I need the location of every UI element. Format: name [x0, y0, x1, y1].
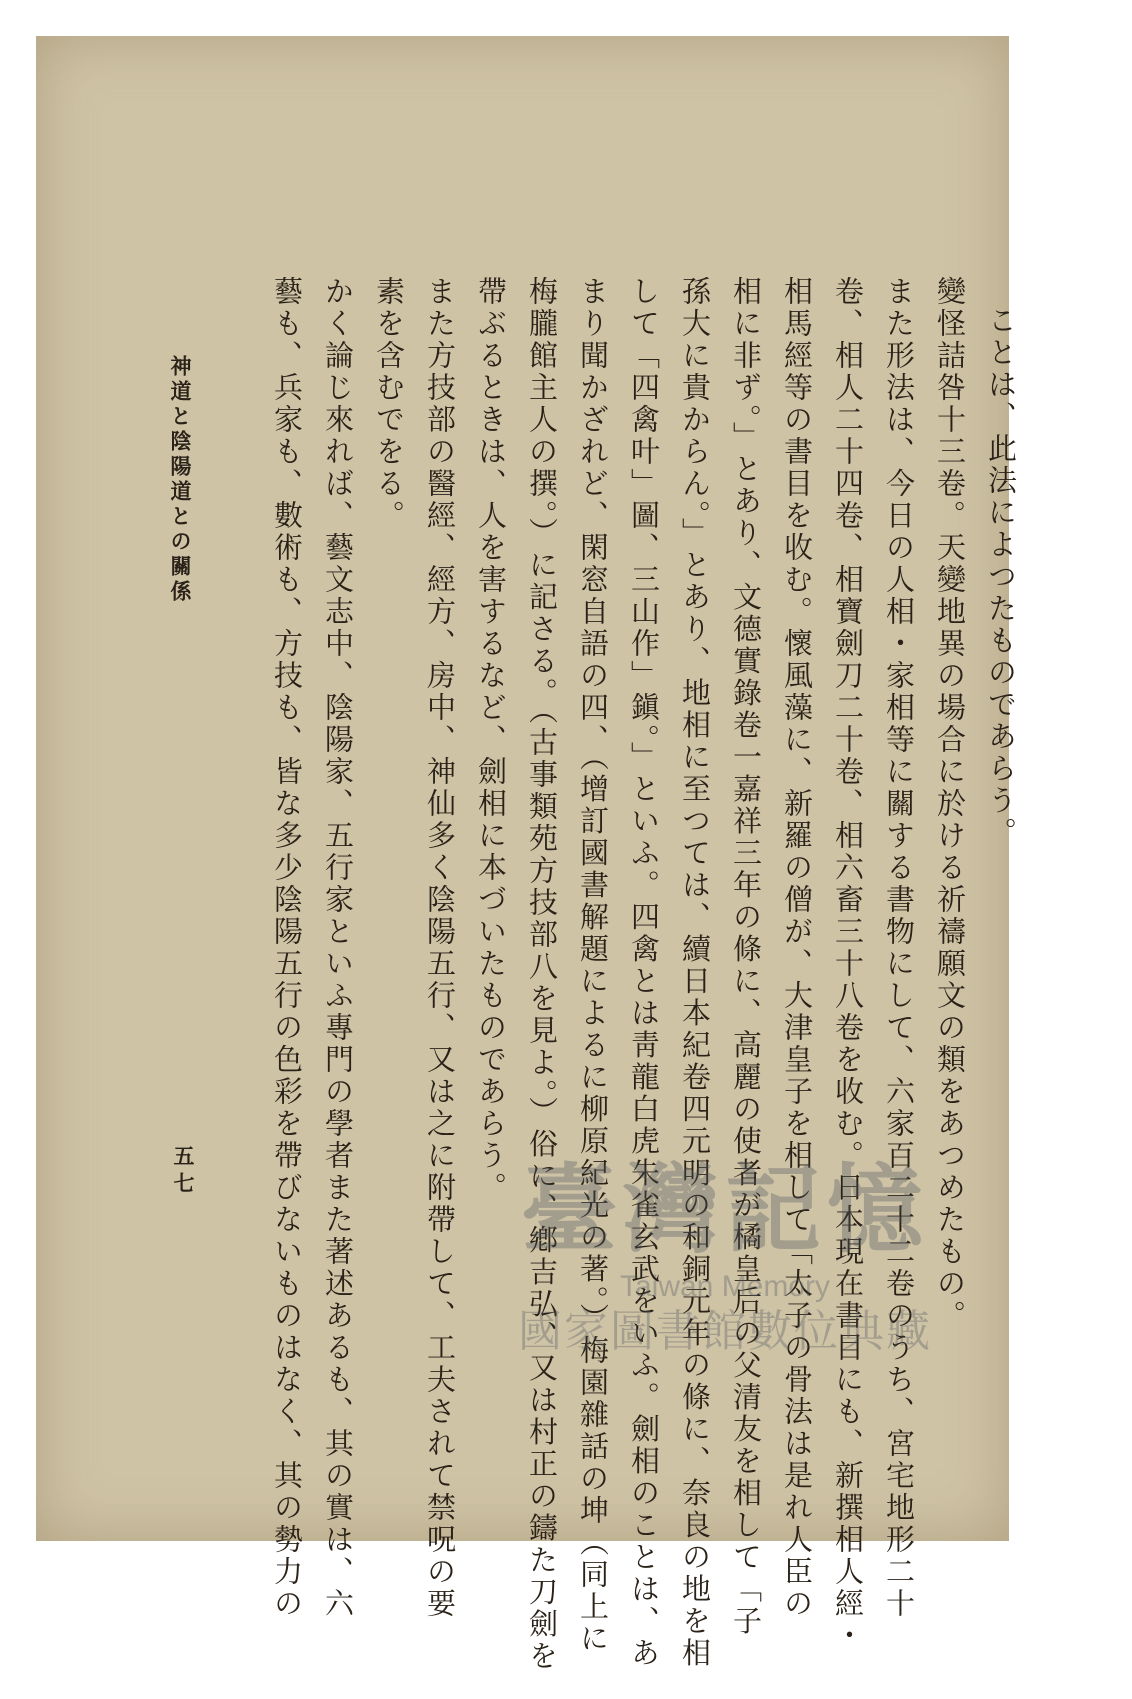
text-line: 帶ぶるときは、人を害するなど、劍相に本づいたものであらう。: [474, 276, 508, 1204]
text-line: 素を含むでをる。: [372, 276, 406, 532]
text-line: 相に非ず。」とあり、文德實錄卷一嘉祥三年の條に、高麗の使者が橘皇后の父清友を相して「子: [729, 276, 763, 1638]
text-line: また方技部の醫經、經方、房中、神仙多く陰陽五行、又は之に附帶して、工夫されて禁呪の要: [423, 276, 457, 1620]
text-line: 相馬經等の書目を收む。懷風藻に、新羅の僧が、大津皇子を相して「太子の骨法は是れ人臣の: [780, 276, 814, 1620]
text-line: 孫大に貴からん。」とあり、地相に至つては、續日本紀卷四元明の和銅元年の條に、奈良の地を相: [678, 276, 712, 1670]
text-line: まり聞かざれど、閑窓自語の四、（增訂國書解題によるに柳原紀光の著。）梅園雜話の坤（同上に: [576, 276, 610, 1655]
watermark-main: 臺灣記憶: [521, 1153, 929, 1266]
text-line: かく論じ來れば、藝文志中、陰陽家、五行家といふ專門の學者また著述あるも、其の實は、六: [321, 276, 355, 1620]
watermark-subtitle: 國家圖書館數位典藏: [518, 1306, 932, 1357]
text-line: して「四禽叶」圖、三山作」鎭。」といふ。四禽とは靑龍白虎朱雀玄武をいふ。劍相のことは、あ: [627, 276, 661, 1670]
text-line: また形法は、今日の人相・家相等に關する書物にして、六家百二十二卷のうち、宮宅地形二十: [882, 276, 916, 1620]
watermark: [480, 1150, 970, 1450]
text-line: 梅朧館主人の撰。）に記さる。（古事類苑方技部八を見よ。）俗に、鄕吉弘、又は村正の鑄た刀劍を: [525, 276, 559, 1673]
text-line: 變怪詰咎十三卷。天變地異の場合に於ける祈禱願文の類をあつめたもの。: [933, 276, 967, 1332]
text-line: 藝も、兵家も、數術も、方技も、皆な多少陰陽五行の色彩を帶びないものはなく、其の勢力の: [270, 276, 304, 1620]
text-line: ことは、此法によつたものであらう。: [984, 305, 1018, 849]
page-number: 五七: [171, 1145, 196, 1199]
watermark-english: Taiwan Memory: [619, 1270, 831, 1303]
text-line: 卷、相人二十四卷、相寶劍刀二十卷、相六畜三十八卷を收む。日本現在書目にも、新撰相人經・: [831, 276, 865, 1652]
running-head: 神道と陰陽道との關係: [168, 355, 193, 605]
